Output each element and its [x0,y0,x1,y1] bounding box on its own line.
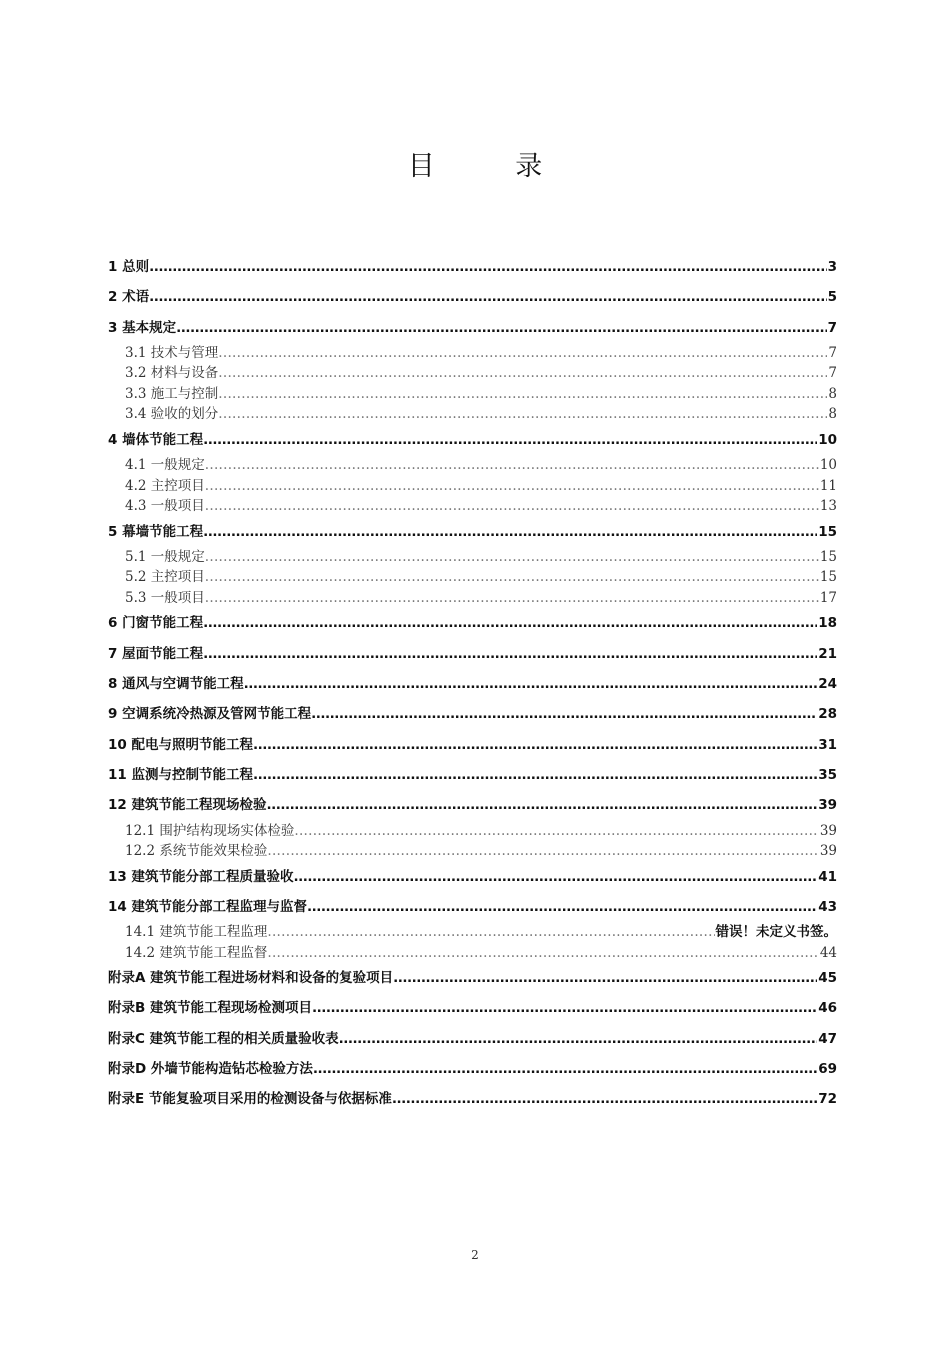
toc-entry-page: 43 [818,898,837,915]
toc-entry-label: 附录D 外墙节能构造钻芯检验方法 [108,1061,313,1078]
toc-entry-page: 45 [818,970,837,987]
toc-entry-label: 8 通风与空调节能工程 [108,676,244,693]
toc-entry[interactable] [108,608,837,638]
toc-entry[interactable] [108,282,837,312]
toc-entry[interactable] [108,1024,837,1054]
table-of-contents [108,252,837,1115]
toc-entry-label: 3 基本规定 [108,319,177,336]
toc-subentry[interactable] [108,455,837,476]
dot-leader [205,455,819,476]
dot-leader [244,669,818,699]
toc-entry-page: 11 [819,477,837,494]
toc-entry-page: 47 [818,1030,837,1047]
toc-entry-page: 15 [818,523,837,540]
toc-entry-label: 11 监测与控制节能工程 [108,766,253,783]
toc-entry-page: 41 [818,868,837,885]
dot-leader [253,760,817,790]
toc-entry[interactable] [108,639,837,669]
toc-subentry[interactable] [108,922,837,943]
toc-entry-page: 46 [818,1000,837,1017]
toc-entry-page: 44 [819,944,837,961]
toc-entry-label: 14 建筑节能分部工程监理与监督 [108,898,307,915]
toc-entry-label: 3.4 验收的划分 [125,406,219,423]
toc-subentry[interactable] [108,841,837,862]
toc-entry-label: 14.2 建筑节能工程监督 [125,944,268,961]
toc-entry-page: 7 [827,319,837,336]
toc-entry-page: 31 [818,736,837,753]
dot-leader [253,730,817,760]
toc-entry-label: 5.2 主控项目 [125,569,205,586]
toc-subentry[interactable] [108,943,837,964]
toc-subentry[interactable] [108,404,837,425]
toc-entry-page: 13 [819,498,837,515]
dot-leader [267,943,818,964]
toc-entry[interactable] [108,963,837,993]
toc-subentry[interactable] [108,476,837,497]
toc-entry-page: 7 [828,365,837,382]
dot-leader [267,841,818,862]
toc-subentry[interactable] [108,567,837,588]
toc-entry-page: 69 [818,1061,837,1078]
dot-leader [205,496,819,517]
page-title: 目 录 [407,151,579,182]
toc-entry-page: 39 [818,797,837,814]
toc-entry-page: 8 [828,385,837,402]
toc-entry[interactable] [108,760,837,790]
toc-entry-label: 5.1 一般规定 [125,548,205,565]
dot-leader [203,639,817,669]
toc-entry-page: 15 [819,569,837,586]
dot-leader [218,404,827,425]
toc-entry-label: 13 建筑节能分部工程质量验收 [108,868,294,885]
toc-entry-page: 35 [818,766,837,783]
toc-entry-label: 附录A 建筑节能工程进场材料和设备的复验项目 [108,970,394,987]
toc-entry-page: 15 [819,548,837,565]
toc-entry[interactable] [108,699,837,729]
toc-entry-label: 5 幕墙节能工程 [108,523,204,540]
toc-entry-page: 39 [819,822,837,839]
dot-leader [307,892,817,922]
toc-entry[interactable] [108,892,837,922]
toc-entry[interactable] [108,862,837,892]
toc-entry-page: 21 [818,645,837,662]
toc-entry-page: 8 [828,406,837,423]
toc-entry[interactable] [108,790,837,820]
dot-leader [149,282,827,312]
toc-entry-page: 10 [819,457,837,474]
toc-subentry[interactable] [108,821,837,842]
toc-subentry[interactable] [108,384,837,405]
dot-leader [218,363,827,384]
dot-leader [149,252,827,282]
toc-entry-label: 12 建筑节能工程现场检验 [108,797,267,814]
toc-entry-page: 17 [819,589,837,606]
toc-entry[interactable] [108,252,837,282]
dot-leader [393,963,817,993]
toc-entry-label: 9 空调系统冷热源及管网节能工程 [108,706,312,723]
dot-leader [205,547,819,568]
toc-entry-label: 14.1 建筑节能工程监理 [125,924,268,941]
toc-entry-page: 7 [828,344,837,361]
toc-entry-label: 4 墙体节能工程 [108,431,204,448]
toc-entry[interactable] [108,425,837,455]
dot-leader [267,790,818,820]
toc-entry-page: 39 [819,843,837,860]
toc-entry-label: 7 屋面节能工程 [108,645,204,662]
toc-entry-label: 附录C 建筑节能工程的相关质量验收表 [108,1030,339,1047]
toc-entry-label: 12.2 系统节能效果检验 [125,843,268,860]
toc-entry-page: 28 [818,706,837,723]
toc-entry[interactable] [108,517,837,547]
toc-entry-page: 18 [818,615,837,632]
toc-entry-label: 3.3 施工与控制 [125,385,219,402]
toc-entry-page: 3 [827,259,837,275]
dot-leader [294,821,818,842]
dot-leader [205,567,819,588]
dot-leader [218,343,827,364]
toc-entry-label: 1 总则 [108,259,150,275]
toc-entry-page: 10 [818,431,837,448]
toc-subentry[interactable] [108,588,837,609]
toc-subentry[interactable] [108,363,837,384]
toc-entry-label: 附录E 节能复验项目采用的检测设备与依据标准 [108,1091,392,1108]
toc-entry[interactable] [108,1084,837,1114]
dot-leader [294,862,818,892]
dot-leader [313,1054,817,1084]
dot-leader [203,608,817,638]
dot-leader [203,517,817,547]
dot-leader [392,1084,817,1114]
toc-entry[interactable] [108,669,837,699]
toc-entry-label: 4.2 主控项目 [125,477,205,494]
toc-entry-label: 10 配电与照明节能工程 [108,736,253,753]
dot-leader [311,699,817,729]
toc-entry-label: 2 术语 [108,289,150,306]
toc-entry-page: 24 [818,676,837,693]
dot-leader [312,993,817,1023]
dot-leader [267,922,714,943]
toc-entry-label: 4.3 一般项目 [125,498,205,515]
toc-subentry[interactable] [108,547,837,568]
toc-entry-label: 附录B 建筑节能工程现场检测项目 [108,1000,312,1017]
toc-entry-error: 错误！未定义书签。 [715,924,837,941]
toc-entry-label: 12.1 围护结构现场实体检验 [125,822,295,839]
dot-leader [205,588,819,609]
toc-entry[interactable] [108,1054,837,1084]
toc-entry[interactable] [108,313,837,343]
toc-entry[interactable] [108,993,837,1023]
toc-entry-label: 5.3 一般项目 [125,589,205,606]
toc-entry-label: 3.1 技术与管理 [125,344,219,361]
toc-entry-page: 5 [827,289,837,306]
dot-leader [218,384,827,405]
toc-entry[interactable] [108,730,837,760]
dot-leader [176,313,827,343]
dot-leader [203,425,817,455]
toc-entry-label: 4.1 一般规定 [125,457,205,474]
toc-subentry[interactable] [108,496,837,517]
toc-entry-label: 3.2 材料与设备 [125,365,219,382]
dot-leader [205,476,819,497]
page-number: 2 [471,1248,479,1262]
toc-entry-page: 72 [818,1091,837,1108]
toc-subentry[interactable] [108,343,837,364]
dot-leader [339,1024,818,1054]
toc-entry-label: 6 门窗节能工程 [108,615,204,632]
